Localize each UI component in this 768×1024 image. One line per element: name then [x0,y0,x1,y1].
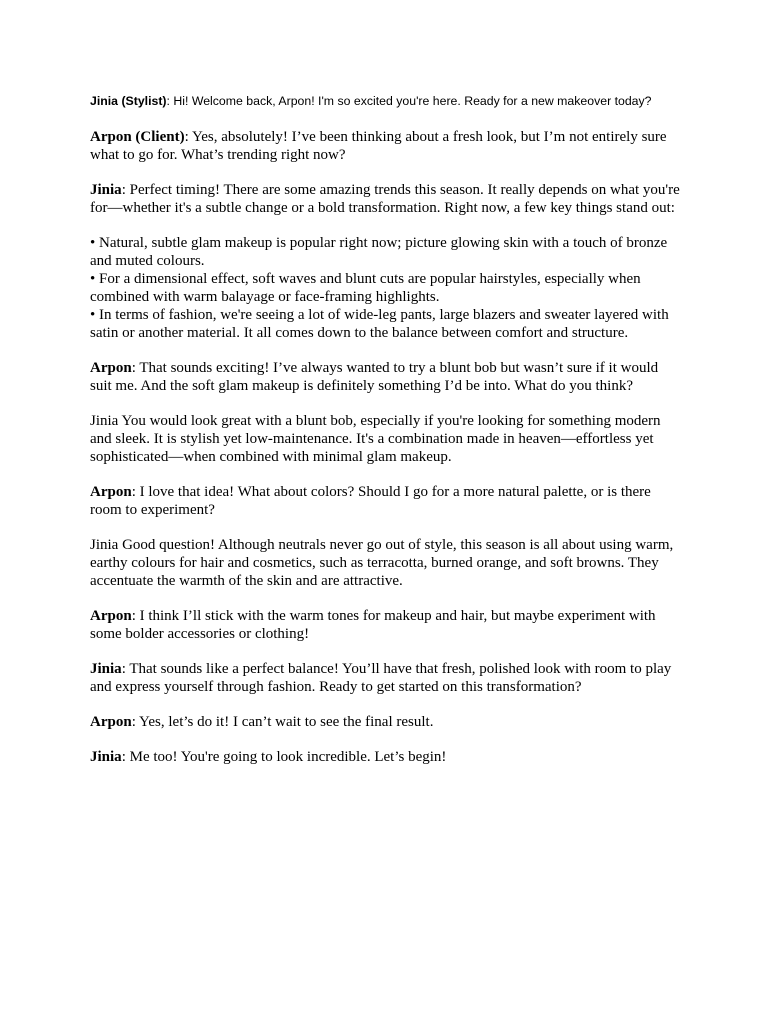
speaker-name: Arpon [90,360,132,376]
dialogue-line-10 [90,713,682,731]
bullet-item-hair: • For a dimensional effect, soft waves and blunt cuts are popular hairstyles, especially when combined with warm balayage or face-framing highlights. [90,271,641,305]
trend-bullet-list [90,234,682,342]
bullet-item-fashion: • In terms of fashion, we're seeing a lot of wide-leg pants, large blazers and sweater layered with satin or another material. It all comes down to the balance between comfort and structure. [90,307,669,341]
dialogue-text: : Hi! Welcome back, Arpon! I'm so excited you're here. Ready for a new makeover today? [166,94,652,108]
dialogue-text: : That sounds like a perfect balance! You’ll have that fresh, polished look with room to play and express yourself through fashion. Ready to get started on this transformation? [90,661,672,695]
dialogue-text: : That sounds exciting! I’ve always wanted to try a blunt bob but wasn’t sure if it would suit me. And the soft glam makeup is definitely something I’d be into. What do you think? [90,360,659,394]
speaker-name: Jinia [90,749,122,765]
speaker-name: Jinia [90,661,122,677]
speaker-name: Arpon [90,608,132,624]
speaker-name: Arpon [90,484,132,500]
dialogue-line-11 [90,748,682,766]
dialogue-line-2 [90,128,682,164]
dialogue-line-4 [90,359,682,395]
dialogue-line-5 [90,412,682,466]
dialogue-text: : Yes, absolutely! I’ve been thinking about a fresh look, but I’m not entirely sure what to go for. What’s trending right now? [90,129,667,163]
speaker-name: Arpon (Client) [90,129,185,145]
dialogue-line-6 [90,483,682,519]
speaker-name: Arpon [90,714,132,730]
dialogue-text: : I think I’ll stick with the warm tones for makeup and hair, but maybe experiment with some bolder accessories or clothing! [90,608,656,642]
dialogue-line-7 [90,536,682,590]
dialogue-text: : Yes, let’s do it! I can’t wait to see the final result. [131,714,434,730]
dialogue-text: : Perfect timing! There are some amazing trends this season. It really depends on what you're for—whether it's a subtle change or a bold transformation. Right now, a few key things stand out: [90,182,680,216]
dialogue-line-1 [90,92,682,110]
dialogue-text: Jinia You would look great with a blunt bob, especially if you're looking for something modern and sleek. It is stylish yet low-maintenance. It's a combination made in heaven—effortless yet sophisticated—when combined with minimal glam makeup. [90,413,661,465]
dialogue-text: : I love that idea! What about colors? Should I go for a more natural palette, or is there room to experiment? [90,484,651,518]
speaker-name: Jinia (Stylist) [90,94,167,108]
dialogue-text: Jinia Good question! Although neutrals never go out of style, this season is all about using warm, earthy colours for hair and cosmetics, such as terracotta, burned orange, and soft browns. They accentuate the warmth of the skin and are attractive. [90,537,674,589]
dialogue-line-8 [90,607,682,643]
dialogue-line-3 [90,181,682,217]
bullet-item-makeup: • Natural, subtle glam makeup is popular right now; picture glowing skin with a touch of bronze and muted colours. [90,235,668,269]
dialogue-text: : Me too! You're going to look incredible. Let’s begin! [121,749,447,765]
document-page [90,92,682,783]
speaker-name: Jinia [90,182,122,198]
dialogue-line-9 [90,660,682,696]
